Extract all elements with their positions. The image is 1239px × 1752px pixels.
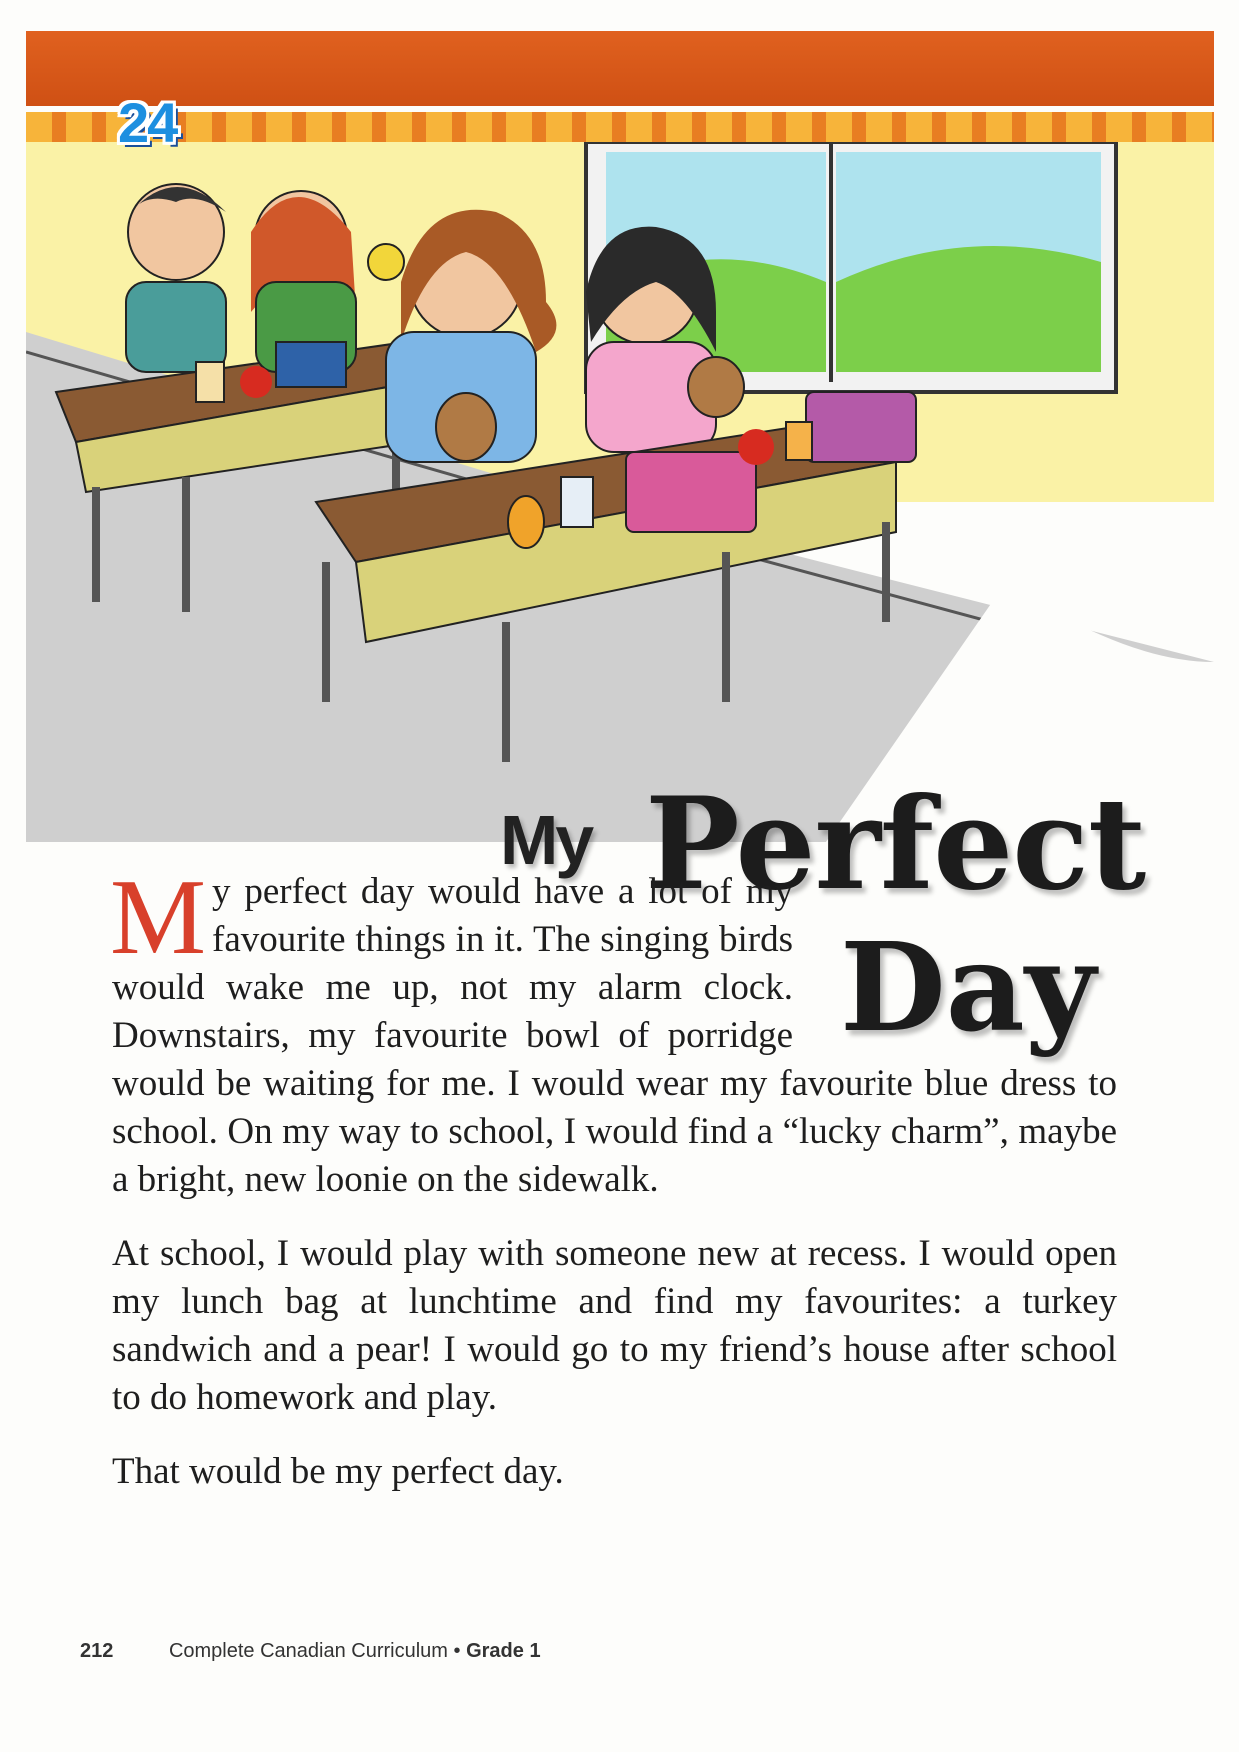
title-word-day: Day: [840, 915, 1096, 1059]
book-title: Complete Canadian Curriculum: [168, 1640, 448, 1662]
title-word-perfect: Perfect: [645, 770, 1146, 918]
story-text: [110, 858, 1117, 1522]
lesson-number: 24: [118, 91, 177, 154]
title-spacer: [793, 868, 1117, 1058]
title-word-my: My: [500, 801, 592, 879]
paragraph-1-text: y perfect day would have a lot of my favourite things in it. The singing birds would wake me up, not my alarm clock. Downstairs, my favourite bowl of porridge would be waiting for me. I would wear my favourite blue dress to school. On my way to school, I would find a “lucky charm”, maybe a bright, new loonie on the sidewalk.: [112, 871, 1117, 1200]
footer-separator: •: [453, 1640, 461, 1662]
page-number: 212: [80, 1640, 114, 1662]
grade-label: Grade 1: [466, 1640, 541, 1662]
header-stripe: [26, 112, 1214, 142]
story-paragraph-2: At school, I would play with someone new at recess. I would open my lunch bag at lunchtime and find my favourites: a turkey sandwich and a pear! I would go to my friend’s house after school to do homework and play.: [112, 1233, 1117, 1418]
page-footer: [80, 1640, 541, 1663]
story-paragraph-3: That would be my perfect day.: [112, 1451, 564, 1492]
drop-cap: M: [110, 858, 207, 977]
classroom-illustration: [26, 142, 1214, 842]
header-bar: [26, 31, 1214, 106]
